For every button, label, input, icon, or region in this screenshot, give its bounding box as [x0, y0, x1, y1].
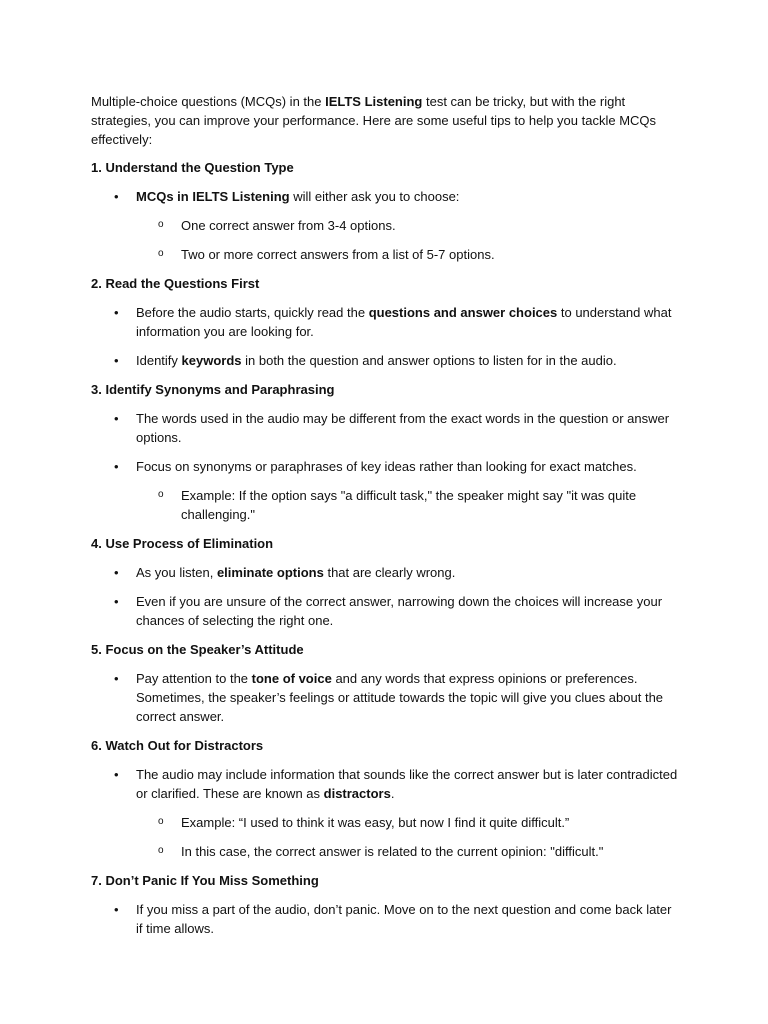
sub-bullet-item: o One correct answer from 3-4 options. [91, 216, 681, 235]
section-3-list [91, 409, 681, 524]
bullet-item [91, 563, 681, 582]
section-5-list [91, 669, 681, 726]
bullet-item: • The words used in the audio may be different from the exact words in the question or answer options. [91, 409, 681, 447]
bullet-text: Identify [136, 353, 182, 368]
intro-text: Multiple-choice questions (MCQs) in the [91, 94, 326, 109]
bold-text: tone of voice [251, 671, 332, 686]
sub-bullet-item: o Two or more correct answers from a list of 5-7 options. [91, 245, 681, 264]
bold-text: eliminate options [216, 565, 324, 580]
bullet-item: • If you miss a part of the audio, don’t panic. Move on to the next question and come back later if time allows. [91, 900, 681, 938]
section-heading-2: 2. Read the Questions First [91, 276, 260, 291]
sub-bullet-item: o In this case, the correct answer is related to the current opinion: "difficult." [91, 842, 681, 861]
bullet-item [91, 765, 681, 803]
bullet-item: • Focus on synonyms or paraphrases of key ideas rather than looking for exact matches. [91, 457, 681, 476]
section-heading-7: 7. Don’t Panic If You Miss Something [91, 873, 319, 888]
bullet-text: Before the audio starts, quickly read the [136, 305, 369, 320]
bold-text: keywords [181, 353, 242, 368]
bold-text: MCQs in IELTS Listening [136, 189, 290, 204]
bullet-item [91, 187, 681, 206]
bullet-item: • Even if you are unsure of the correct answer, narrowing down the choices will increase your chances of selecting the right one. [91, 592, 681, 630]
intro-bold: IELTS Listening [325, 94, 423, 109]
section-1-list [91, 187, 681, 264]
sub-bullet-item: o Example: “I used to think it was easy, but now I find it quite difficult.” [91, 813, 681, 832]
section-heading-5: 5. Focus on the Speaker’s Attitude [91, 642, 304, 657]
bullet-text: will either ask you to choose: [289, 189, 460, 204]
intro-paragraph [91, 92, 681, 149]
section-heading-1: 1. Understand the Question Type [91, 160, 294, 175]
section-heading-6: 6. Watch Out for Distractors [91, 738, 264, 753]
bullet-text: Pay attention to the [136, 671, 252, 686]
section-4-list [91, 563, 681, 630]
bullet-item [91, 669, 681, 726]
bullet-text: The audio may include information that sounds like the correct answer but is later contradicted or clarified. These are known as [136, 767, 678, 801]
bullet-item [91, 303, 681, 341]
section-2-list [91, 303, 681, 370]
bold-text: questions and answer choices [368, 305, 558, 320]
section-heading-4: 4. Use Process of Elimination [91, 536, 274, 551]
bullet-item [91, 351, 681, 370]
document-body [91, 92, 681, 948]
section-7-list [91, 900, 681, 938]
bullet-text: in both the question and answer options to listen for in the audio. [241, 353, 617, 368]
bullet-text: As you listen, [136, 565, 217, 580]
bullet-text: to understand what information you are looking for. [136, 305, 672, 339]
bullet-text: . [390, 786, 395, 801]
section-6-list [91, 765, 681, 861]
bold-text: distractors [323, 786, 391, 801]
sub-bullet-item: o Example: If the option says "a difficult task," the speaker might say "it was quite challenging." [91, 486, 681, 524]
intro-text-end: test can be tricky, but with the right strategies, you can improve your performance. Here are some useful tips to help you tackle MCQs effectively: [91, 94, 657, 147]
section-heading-3: 3. Identify Synonyms and Paraphrasing [91, 382, 335, 397]
bullet-text: that are clearly wrong. [323, 565, 456, 580]
bullet-text: and any words that express opinions or preferences. Sometimes, the speaker’s feelings or attitude towards the topic will give you clues about the correct answer. [136, 671, 664, 724]
